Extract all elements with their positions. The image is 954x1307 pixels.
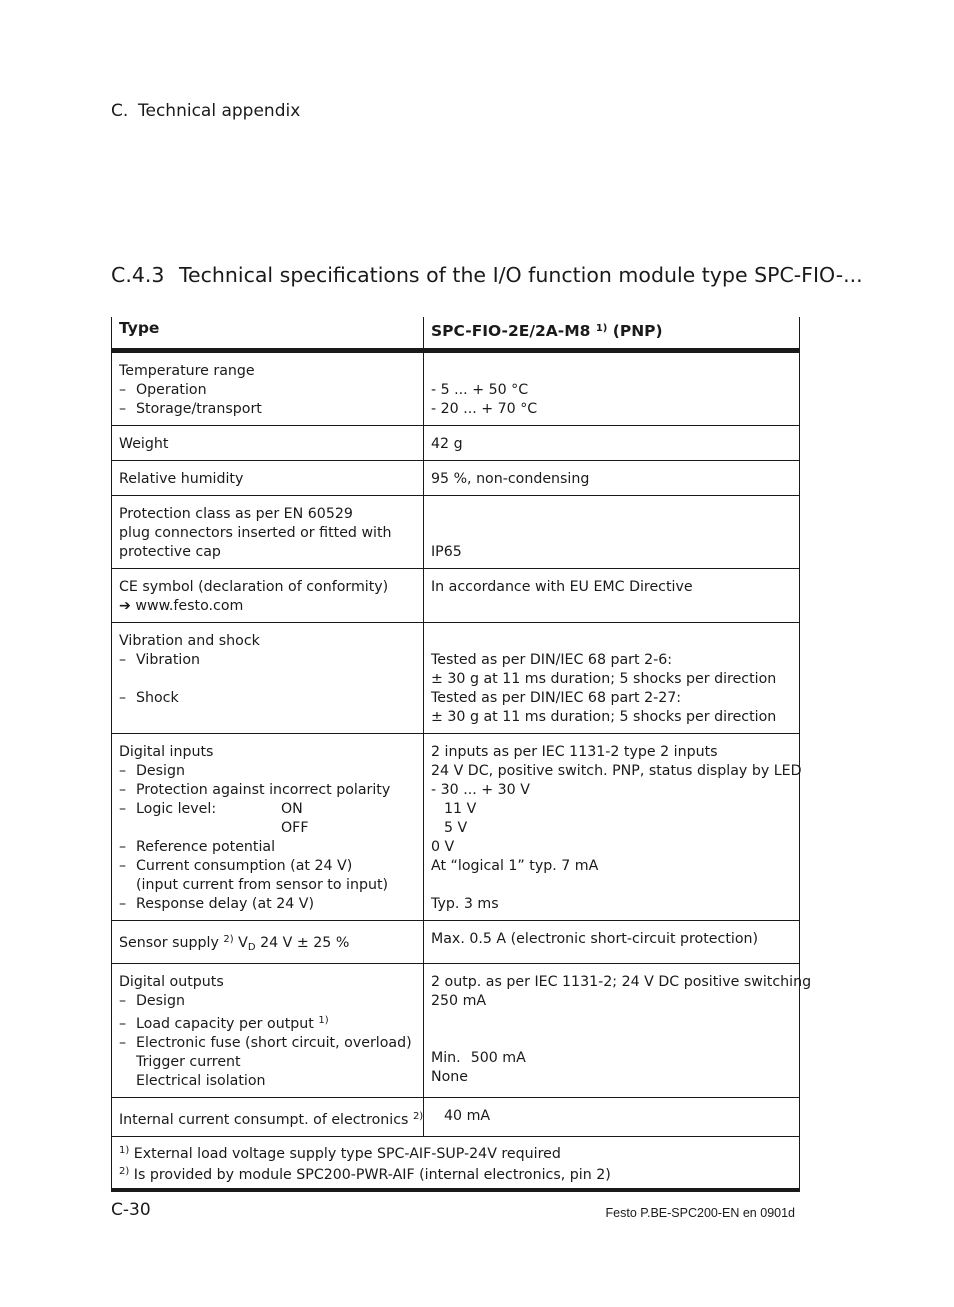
current-label: Current consumption (at 24 V): [136, 858, 353, 874]
spacer: [431, 362, 792, 381]
row-value: [424, 623, 800, 734]
chapter-number: C.: [111, 101, 129, 121]
polarity-value: - 30 ... + 30 V: [431, 782, 530, 798]
operation-value: - 5 ... + 50 °C: [431, 382, 529, 398]
page-number: C-30: [111, 1200, 151, 1220]
dash: –: [119, 652, 127, 668]
operation-label: Operation: [136, 382, 207, 398]
table-row: [112, 569, 800, 623]
protection-line1: Protection class as per EN 60529: [119, 506, 353, 522]
table-row: [112, 426, 800, 461]
footnote-text: Is provided by module SPC200-PWR-AIF (internal electronics, pin 2): [133, 1167, 611, 1183]
row-label: [112, 964, 424, 1098]
header-model: [424, 317, 800, 351]
ce-value: [424, 569, 800, 623]
trigger-label: Trigger current: [136, 1054, 241, 1070]
table-row: [112, 461, 800, 496]
dash: –: [119, 782, 127, 798]
vibration-value2: ± 30 g at 11 ms duration; 5 shocks per direction: [431, 671, 777, 687]
footnote-mark: 2): [223, 934, 234, 945]
ce-value-text: In accordance with EU EMC Directive: [431, 579, 693, 595]
current-value: At “logical 1” typ. 7 mA: [431, 858, 599, 874]
dash: –: [119, 763, 127, 779]
load-value: 250 mA: [431, 993, 487, 1009]
inputs-reference: [119, 838, 416, 857]
vibration-label: Vibration: [136, 652, 201, 668]
fuse-label: Electronic fuse (short circuit, overload): [136, 1035, 412, 1051]
table-row: [112, 1098, 800, 1137]
outputs-title: Digital outputs: [119, 974, 224, 990]
inputs-response: [119, 895, 416, 914]
dash: –: [119, 896, 127, 912]
inputs-current-note: [119, 876, 416, 895]
table-row: [112, 496, 800, 569]
response-label: Response delay (at 24 V): [136, 896, 315, 912]
row-value: [424, 734, 800, 921]
response-value: Typ. 3 ms: [431, 896, 499, 912]
internal-current-value-text: 40 mA: [444, 1108, 491, 1124]
on-value-line: [431, 800, 792, 819]
footnote-mark: 1): [318, 1015, 329, 1026]
dash: –: [119, 801, 127, 817]
current-note: (input current from sensor to input): [136, 877, 389, 893]
section-title: Technical specifications of the I/O function module type SPC-FIO-...: [179, 263, 863, 287]
spacer: [431, 876, 792, 895]
section-number: C.4.3: [111, 263, 165, 287]
arrow-right-icon: ➔: [119, 598, 131, 614]
design-value: 2 outp. as per IEC 1131-2; 24 V DC positive switching: [431, 974, 812, 990]
inputs-logic-off: [119, 819, 416, 838]
section-heading: [111, 263, 863, 287]
design-label: Design: [136, 763, 185, 779]
shock-value1: Tested as per DIN/IEC 68 part 2-27:: [431, 690, 682, 706]
isolation-label: Electrical isolation: [136, 1073, 266, 1089]
on-value: 11 V: [444, 801, 477, 817]
outputs-load: [119, 1011, 416, 1034]
weight-value: 42 g: [424, 426, 800, 461]
footnote-text: External load voltage supply type SPC-AIF-SUP-24V required: [133, 1146, 561, 1162]
sensor-supply-label: [112, 921, 424, 964]
temperature-storage: [119, 400, 416, 419]
shock-label: Shock: [136, 690, 179, 706]
dash: –: [119, 839, 127, 855]
design-value: 2 inputs as per IEC 1131-2 type 2 inputs: [431, 744, 718, 760]
spacer: [431, 1011, 792, 1030]
table-header-row: [112, 317, 800, 351]
chapter-title: Technical appendix: [138, 101, 301, 121]
temperature-title: Temperature range: [119, 363, 255, 379]
load-label: Load capacity per output: [136, 1016, 314, 1032]
row-label: [112, 734, 424, 921]
table-row: [112, 734, 800, 921]
spacer: [119, 670, 416, 689]
protection-line3: protective cap: [119, 544, 221, 560]
festo-link[interactable]: www.festo.com: [135, 598, 244, 614]
dash: –: [119, 382, 127, 398]
ce-label: CE symbol (declaration of conformity): [119, 579, 389, 595]
trigger-value: 500 mA: [470, 1050, 526, 1066]
off-label: OFF: [281, 820, 309, 836]
sensor-supply-line: [119, 930, 416, 957]
dash: –: [119, 401, 127, 417]
row-label: [112, 496, 424, 569]
header-type: Type: [112, 317, 424, 351]
outputs-trigger: [119, 1053, 416, 1072]
footnote-1: [119, 1142, 792, 1163]
dash: –: [119, 1035, 127, 1051]
off-value-line: [431, 819, 792, 838]
shock-item: [119, 689, 416, 708]
protection-line2: plug connectors inserted or fitted with: [119, 525, 392, 541]
document-reference: Festo P.BE-SPC200-EN en 0901d: [605, 1206, 795, 1220]
isolation-value: None: [431, 1069, 469, 1085]
table-row: [112, 964, 800, 1098]
voltage-subscript: D: [247, 942, 256, 953]
dash: –: [119, 1016, 127, 1032]
trigger-min: Min.: [431, 1050, 461, 1066]
sensor-supply-text: Sensor supply: [119, 935, 219, 951]
table-row: [112, 921, 800, 964]
trigger-value-line: [431, 1049, 792, 1068]
header-model-name: SPC-FIO-2E/2A-M8: [431, 322, 591, 340]
internal-current-text: Internal current consumpt. of electronics: [119, 1112, 409, 1128]
shock-value2: ± 30 g at 11 ms duration; 5 shocks per direction: [431, 709, 777, 725]
header-model-suffix: (PNP): [612, 322, 663, 340]
row-label: [112, 351, 424, 426]
internal-current-label: [112, 1098, 424, 1137]
dash: –: [119, 690, 127, 706]
row-label: [112, 623, 424, 734]
vibration-title: Vibration and shock: [119, 633, 260, 649]
footnotes: [112, 1137, 800, 1191]
spec-table: [111, 317, 812, 1192]
sensor-supply-range: 24 V ± 25 %: [260, 935, 350, 951]
storage-value: - 20 ... + 70 °C: [431, 401, 538, 417]
sensor-supply-value: Max. 0.5 A (electronic short-circuit protection): [424, 921, 800, 964]
row-value: [424, 496, 800, 569]
spacer: [431, 1030, 792, 1049]
voltage-symbol: V: [238, 935, 248, 951]
reference-label: Reference potential: [136, 839, 276, 855]
footnotes-row: [112, 1137, 800, 1191]
storage-label: Storage/transport: [136, 401, 262, 417]
ce-link-line: [119, 597, 416, 616]
design-value2: 24 V DC, positive switch. PNP, status display by LED: [431, 763, 802, 779]
weight-label: Weight: [112, 426, 424, 461]
off-value: 5 V: [444, 820, 468, 836]
dash: –: [119, 858, 127, 874]
logic-label: Logic level:: [136, 801, 217, 817]
humidity-value: 95 %, non-condensing: [424, 461, 800, 496]
footnote-mark: 1): [119, 1145, 130, 1156]
polarity-label: Protection against incorrect polarity: [136, 782, 391, 798]
internal-current-value: [424, 1098, 800, 1137]
internal-current-line: [119, 1107, 424, 1130]
spacer: [431, 524, 792, 543]
chapter-heading: [111, 101, 300, 121]
row-value: [424, 964, 812, 1098]
row-label: [112, 569, 424, 623]
vibration-item: [119, 651, 416, 670]
outputs-design: [119, 992, 416, 1011]
protection-value: IP65: [431, 544, 462, 560]
inputs-logic: [119, 800, 416, 819]
reference-value: 0 V: [431, 839, 455, 855]
footnote-2: [119, 1163, 792, 1184]
vibration-value1: Tested as per DIN/IEC 68 part 2-6:: [431, 652, 673, 668]
inputs-polarity: [119, 781, 416, 800]
spacer: [431, 505, 792, 524]
header-footnote-mark: 1): [595, 323, 608, 334]
spacer: [431, 632, 792, 651]
footnote-mark: 2): [412, 1111, 424, 1122]
table-row: [112, 623, 800, 734]
design-label: Design: [136, 993, 185, 1009]
humidity-label: Relative humidity: [112, 461, 424, 496]
inputs-title: Digital inputs: [119, 744, 214, 760]
row-value: [424, 351, 800, 426]
temperature-operation: [119, 381, 416, 400]
table-row: [112, 351, 800, 426]
outputs-fuse: [119, 1034, 416, 1053]
on-label: ON: [281, 801, 303, 817]
dash: –: [119, 993, 127, 1009]
outputs-isolation: [119, 1072, 416, 1091]
inputs-current: [119, 857, 416, 876]
inputs-design: [119, 762, 416, 781]
footnote-mark: 2): [119, 1166, 130, 1177]
